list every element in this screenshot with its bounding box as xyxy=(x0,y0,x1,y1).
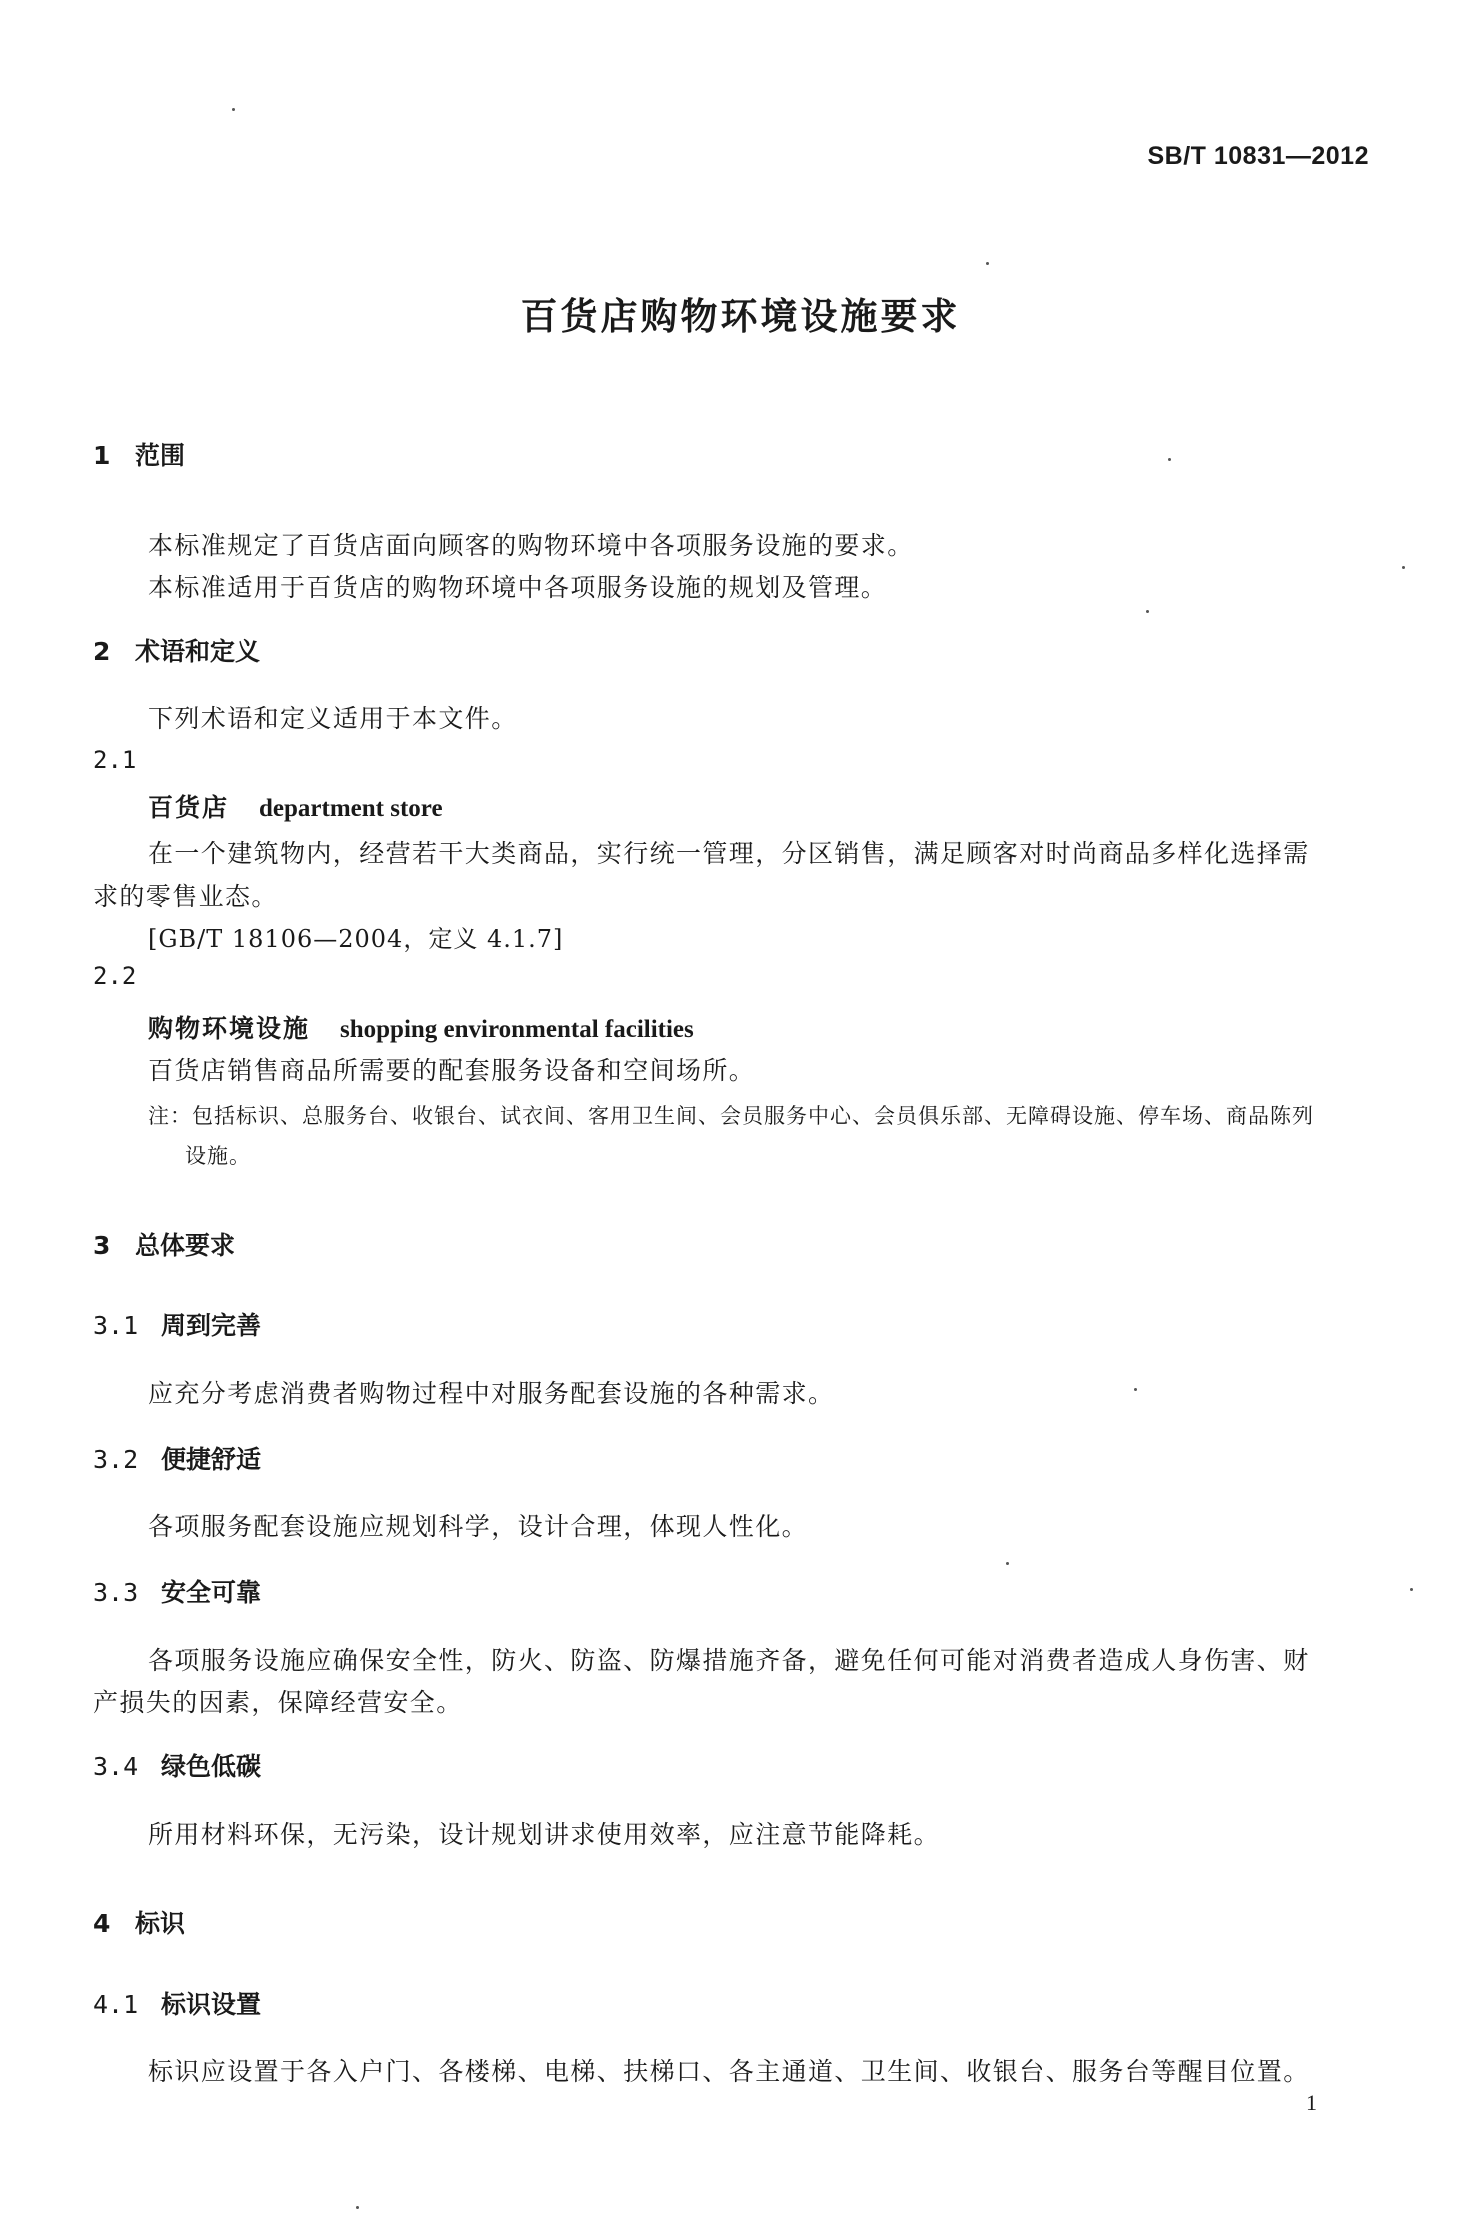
document-title: 百货店购物环境设施要求 xyxy=(520,295,961,338)
subsection-3-3-heading xyxy=(93,1573,261,1609)
subsection-number: 3.2 xyxy=(93,1445,139,1474)
section-number: 2 xyxy=(93,637,111,666)
subsection-number: 4.1 xyxy=(93,1990,139,2019)
term-2-2-definition: 百货店销售商品所需要的配套服务设备和空间场所。 xyxy=(148,1056,756,1085)
subsection-title: 安全可靠 xyxy=(161,1578,262,1607)
subsection-3-1-heading xyxy=(93,1306,261,1342)
section-title: 标识 xyxy=(135,1909,186,1938)
section-1-heading xyxy=(93,436,185,472)
scan-speck xyxy=(1134,1388,1137,1391)
section-title: 范围 xyxy=(135,441,186,470)
subsection-3-1-text: 应充分考虑消费者购物过程中对服务配套设施的各种需求。 xyxy=(148,1379,835,1408)
subsection-title: 便捷舒适 xyxy=(161,1445,262,1474)
term-2-2-note-line-2: 设施。 xyxy=(185,1144,251,1168)
section-3-heading xyxy=(93,1226,235,1262)
scan-speck xyxy=(1168,458,1171,461)
subsection-title: 周到完善 xyxy=(161,1311,262,1340)
subsection-3-3-text-line-1: 各项服务设施应确保安全性，防火、防盗、防爆措施齐备，避免任何可能对消费者造成人身伤害、财 xyxy=(148,1646,1310,1675)
scan-speck xyxy=(1006,1562,1009,1565)
subsection-3-4-text: 所用材料环保，无污染，设计规划讲求使用效率，应注意节能降耗。 xyxy=(148,1820,941,1849)
scan-speck xyxy=(232,108,235,111)
section-number: 4 xyxy=(93,1909,111,1938)
subsection-number: 3.1 xyxy=(93,1311,139,1340)
section-number: 1 xyxy=(93,441,111,470)
term-zh: 百货店 xyxy=(148,793,230,822)
term-en: shopping environmental facilities xyxy=(340,1016,694,1043)
subsection-3-3-text-line-2: 产损失的因素，保障经营安全。 xyxy=(93,1688,463,1717)
scan-speck xyxy=(1402,566,1405,569)
term-2-1 xyxy=(148,788,443,824)
scan-speck xyxy=(356,2206,359,2209)
terms-intro: 下列术语和定义适用于本文件。 xyxy=(148,704,518,733)
section-2-heading xyxy=(93,632,260,668)
page-number: 1 xyxy=(1306,2090,1317,2115)
subsection-number: 3.4 xyxy=(93,1752,139,1781)
term-2-2-note-line-1: 注：包括标识、总服务台、收银台、试衣间、客用卫生间、会员服务中心、会员俱乐部、无障碍设施、停车场、商品陈列 xyxy=(148,1104,1314,1128)
term-2-1-reference: [GB/T 18106—2004，定义 4.1.7] xyxy=(148,925,564,953)
scan-speck xyxy=(1410,1588,1413,1591)
scope-paragraph-1: 本标准规定了百货店面向顾客的购物环境中各项服务设施的要求。 xyxy=(148,531,914,560)
scan-speck xyxy=(1146,610,1149,613)
subsection-3-4-heading xyxy=(93,1747,261,1783)
term-2-2 xyxy=(148,1009,694,1045)
subsection-number: 3.3 xyxy=(93,1578,139,1607)
term-zh: 购物环境设施 xyxy=(148,1014,311,1043)
standard-code: SB/T 10831—2012 xyxy=(1147,142,1369,170)
term-2-2-number: 2.2 xyxy=(93,962,137,990)
subsection-4-1-heading xyxy=(93,1985,261,2021)
term-2-1-definition-line-1: 在一个建筑物内，经营若干大类商品，实行统一管理，分区销售，满足顾客对时尚商品多样化选择需 xyxy=(148,839,1310,868)
scan-speck xyxy=(986,262,989,265)
subsection-title: 绿色低碳 xyxy=(161,1752,262,1781)
subsection-3-2-heading xyxy=(93,1440,261,1476)
term-2-1-definition-line-2: 求的零售业态。 xyxy=(93,882,278,911)
section-4-heading xyxy=(93,1904,185,1940)
term-en: department store xyxy=(259,795,443,822)
section-number: 3 xyxy=(93,1231,111,1260)
term-2-1-number: 2.1 xyxy=(93,746,137,774)
subsection-4-1-text: 标识应设置于各入户门、各楼梯、电梯、扶梯口、各主通道、卫生间、收银台、服务台等醒目位置。 xyxy=(148,2057,1310,2086)
section-title: 术语和定义 xyxy=(135,637,261,666)
section-title: 总体要求 xyxy=(135,1231,236,1260)
subsection-title: 标识设置 xyxy=(161,1990,262,2019)
scope-paragraph-2: 本标准适用于百货店的购物环境中各项服务设施的规划及管理。 xyxy=(148,573,888,602)
subsection-3-2-text: 各项服务配套设施应规划科学，设计合理，体现人性化。 xyxy=(148,1512,809,1541)
